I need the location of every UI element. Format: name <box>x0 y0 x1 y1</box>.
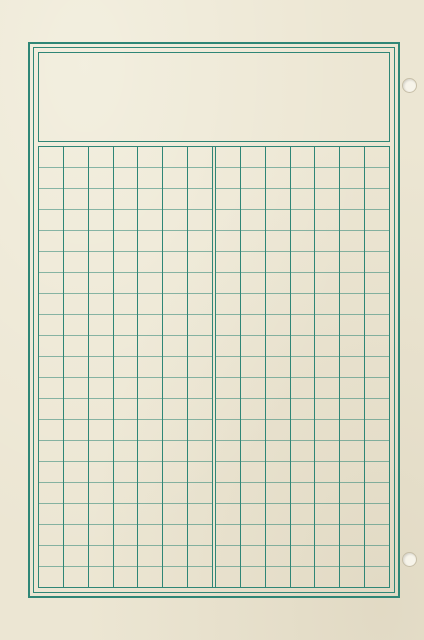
grid-column <box>114 147 139 587</box>
grid-column <box>266 147 291 587</box>
grid-column <box>315 147 340 587</box>
grid-column <box>89 147 114 587</box>
grid-column <box>291 147 316 587</box>
grid-column <box>138 147 163 587</box>
grid-column <box>216 147 241 587</box>
manuscript-grid <box>38 146 390 588</box>
grid-column <box>39 147 64 587</box>
grid-column <box>64 147 89 587</box>
grid-column <box>340 147 365 587</box>
grid-column <box>188 147 213 587</box>
header-box <box>38 52 390 142</box>
grid-column <box>163 147 188 587</box>
grid-column <box>241 147 266 587</box>
grid-column <box>365 147 389 587</box>
binding-hole-top <box>402 78 417 93</box>
binding-hole-bottom <box>402 552 417 567</box>
